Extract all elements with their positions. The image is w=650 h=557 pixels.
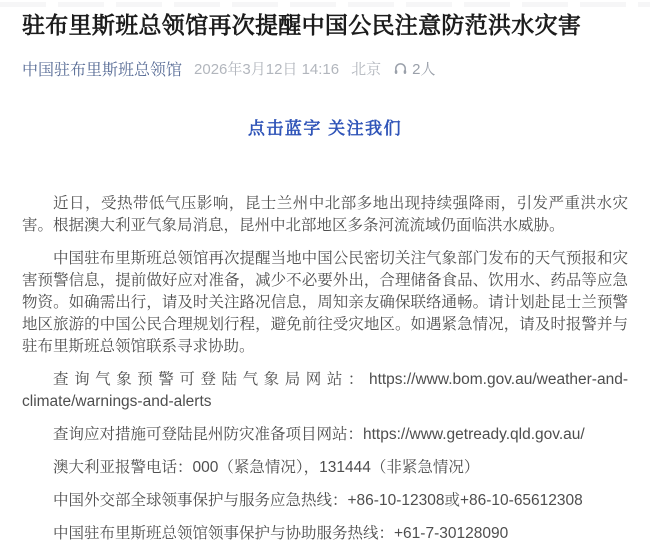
article-body	[22, 193, 628, 545]
paragraph-emergency-numbers: 澳大利亚报警电话：000（紧急情况），131444（非紧急情况）	[53, 459, 480, 476]
listen-count: 2人	[412, 61, 436, 78]
follow-us-banner[interactable]: 点击蓝字 关注我们	[247, 119, 403, 138]
paragraph-mfa-hotline: 中国外交部全球领事保护与服务应急热线：+86-10-12308或+86-10-65612308	[53, 492, 583, 509]
publish-date: 2026年3月12日 14:16	[194, 61, 340, 78]
paragraph-getready-website: 查询应对措施可登陆昆州防灾准备项目网站：https://www.getready.qld.gov.au/	[53, 426, 585, 443]
paragraph-intro: 近日，受热带低气压影响，昆士兰州中北部多地出现持续强降雨，引发严重洪水灾害。根据澳大利亚气象局消息，昆州中北部地区多条河流流域仍面临洪水威胁。	[22, 195, 628, 234]
paragraph-advice: 中国驻布里斯班总领馆再次提醒当地中国公民密切关注气象部门发布的天气预报和灾害预警信息，提前做好应对准备，减少不必要外出，合理储备食品、饮用水、药品等应急物资。如确需出行，请及时关注路况信息，周知亲友确保联络通畅。请计划赴昆士兰预警地区旅游的中国公民合理规划行程，避免前往受灾地区。如遇紧急情况，请及时报警并与驻布里斯班总领馆联系寻求协助。	[22, 250, 628, 355]
listen-count-group	[393, 58, 435, 79]
top-edge-artifact	[0, 2, 650, 7]
paragraph-bom-website: 查询气象预警可登陆气象局网站：https://www.bom.gov.au/weather-and-climate/warnings-and-alerts	[22, 371, 628, 410]
publish-location: 北京	[351, 61, 382, 78]
byline	[22, 57, 628, 80]
paragraph-consulate-hotline: 中国驻布里斯班总领馆领事保护与协助服务热线：+61-7-30128090	[53, 525, 509, 542]
page-title: 驻布里斯班总领馆再次提醒中国公民注意防范洪水灾害	[22, 12, 582, 38]
headphones-icon	[393, 61, 408, 76]
account-name-link[interactable]: 中国驻布里斯班总领馆	[22, 62, 183, 79]
